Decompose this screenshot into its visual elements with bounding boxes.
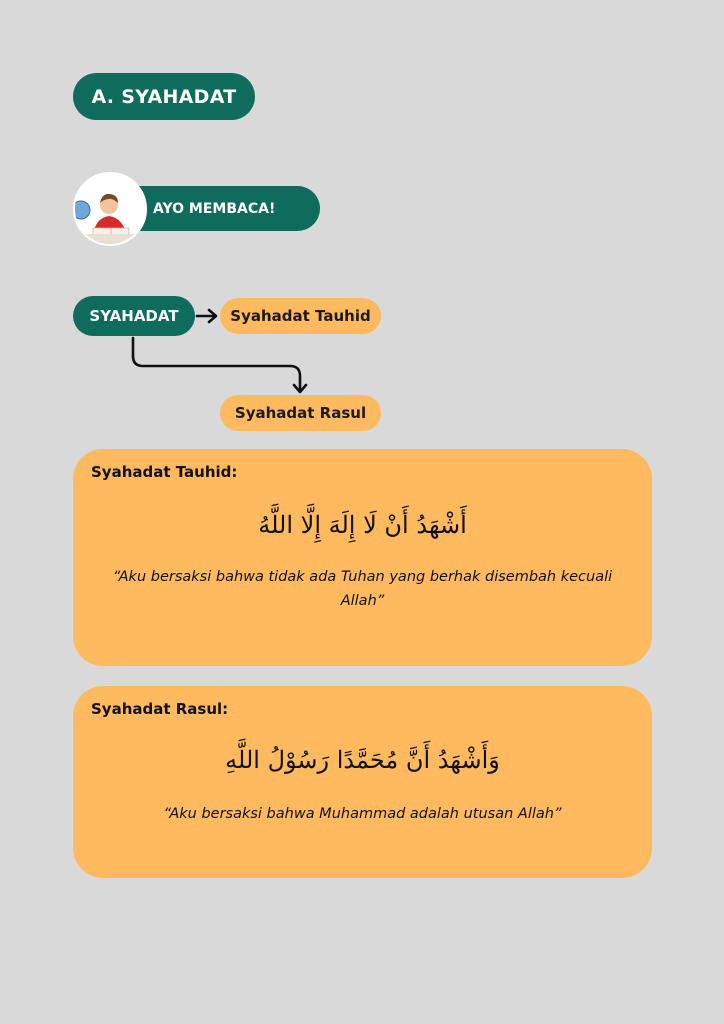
arabic-text: وَأَشْهَدُ أَنَّ مُحَمَّدًا رَسُوْلُ اللَّهِ bbox=[225, 746, 500, 774]
arabic-text: أَشْهَدُ أَنْ لَا إِلَهَ إِلَّا اللَّهُ bbox=[258, 511, 467, 539]
read-banner-label: AYO MEMBACA! bbox=[153, 200, 276, 217]
diagram-node-tauhid bbox=[220, 298, 381, 334]
translation-text: “Aku bersaksi bahwa Muhammad adalah utusan Allah” bbox=[163, 806, 562, 822]
section-title-text: A. SYAHADAT bbox=[91, 85, 237, 108]
arrow-to-rasul bbox=[133, 338, 306, 392]
diagram-root-label: SYAHADAT bbox=[89, 307, 179, 325]
card-title: Syahadat Rasul: bbox=[91, 700, 229, 718]
card-syahadat-rasul bbox=[73, 686, 652, 878]
translation-text: “Aku bersaksi bahwa tidak ada Tuhan yang berhak disembah kecuali Allah” bbox=[112, 569, 613, 609]
diagram-node-rasul-label: Syahadat Rasul bbox=[234, 404, 367, 422]
diagram-root-node bbox=[73, 296, 195, 336]
diagram-connectors bbox=[0, 0, 724, 440]
card-syahadat-tauhid bbox=[73, 449, 652, 666]
diagram-node-tauhid-label: Syahadat Tauhid bbox=[230, 307, 371, 325]
arrow-to-tauhid bbox=[197, 310, 216, 322]
diagram-node-rasul bbox=[220, 395, 381, 431]
card-title: Syahadat Tauhid: bbox=[91, 463, 238, 481]
